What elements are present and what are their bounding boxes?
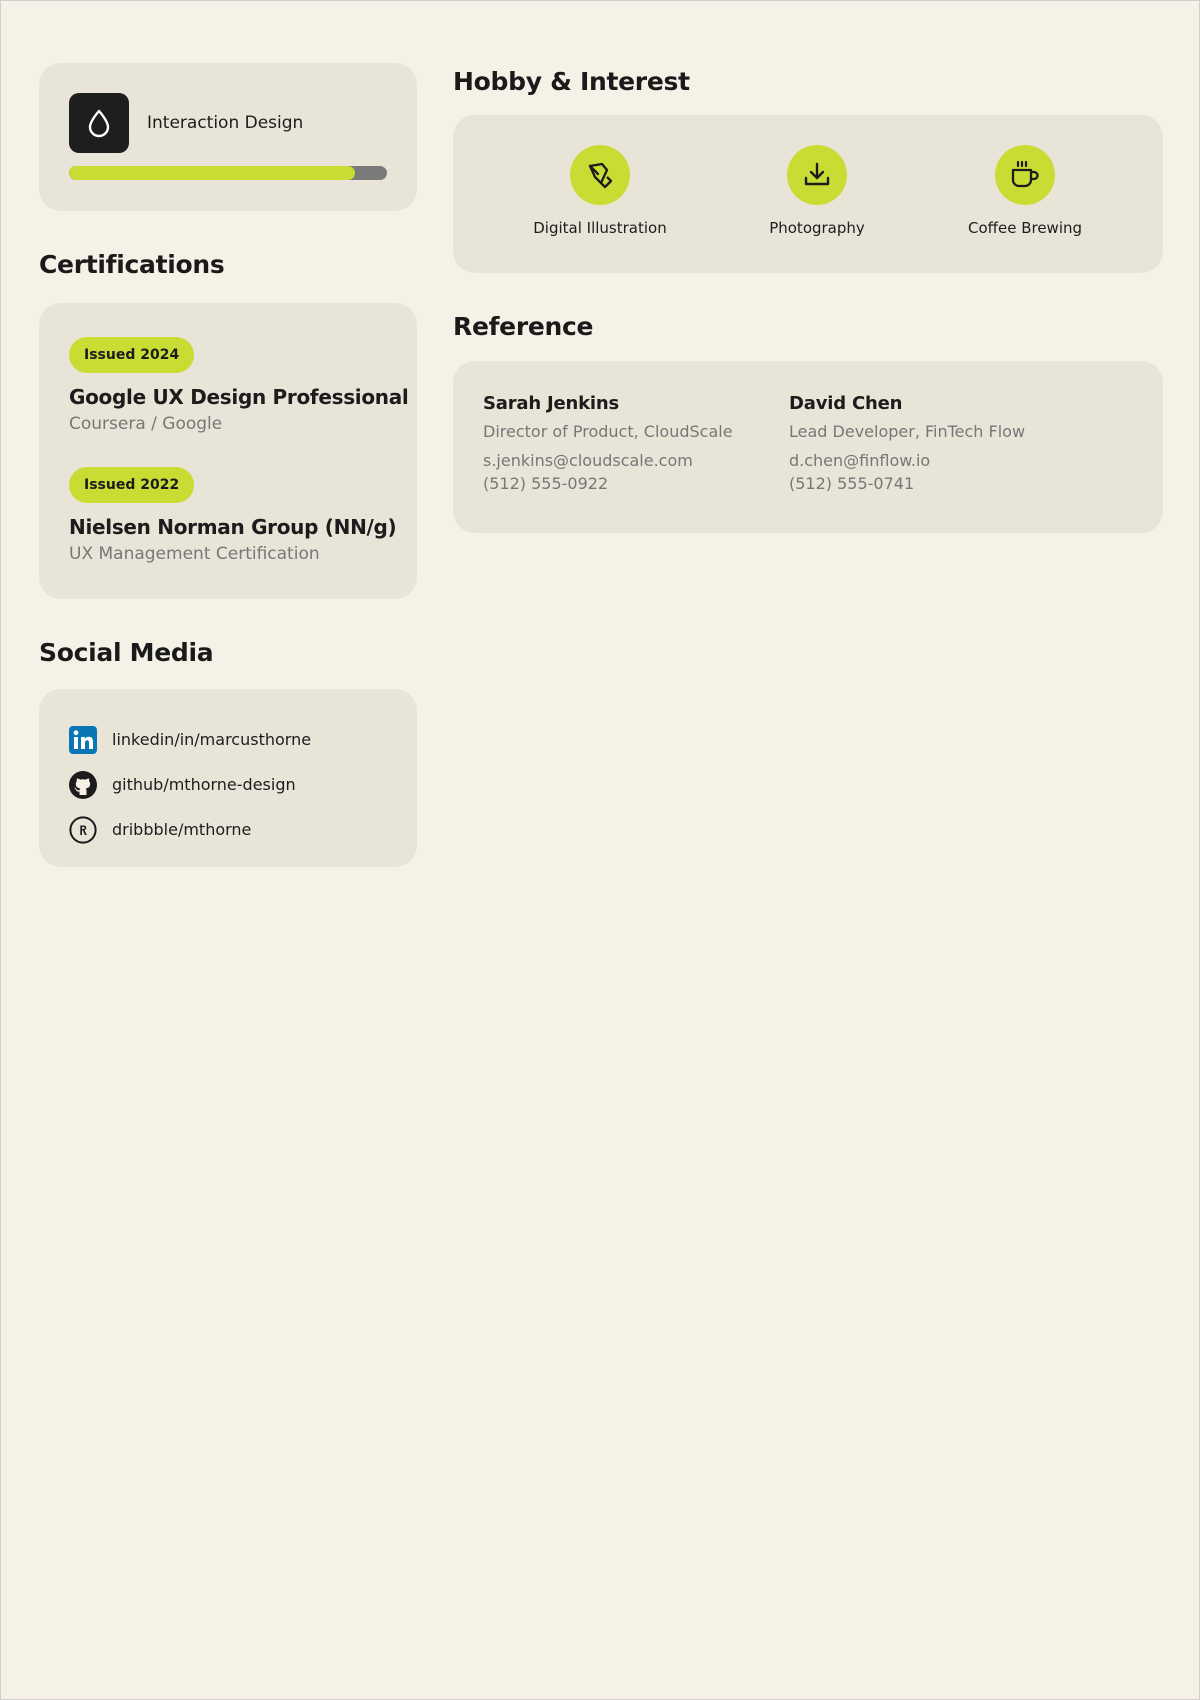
certifications-title: Certifications: [39, 250, 225, 279]
hobby-interest-title: Hobby & Interest: [453, 67, 690, 96]
issued-badge: Issued 2022: [69, 467, 194, 503]
reference-role: Director of Product, CloudScale: [483, 422, 733, 441]
skill-label: Interaction Design: [147, 113, 304, 133]
reference-card: [453, 361, 1163, 533]
social-link-label[interactable]: linkedin/in/marcusthorne: [112, 730, 312, 749]
reference-title: Reference: [453, 312, 594, 341]
skill-card: [39, 63, 417, 211]
hobby-item: [717, 145, 917, 237]
reference-phone: (512) 555-0741: [789, 474, 915, 493]
linkedin-icon: [69, 726, 97, 754]
certifications-card: [39, 303, 417, 599]
skill-progress-bar: [69, 166, 387, 180]
social-link-dribbble[interactable]: [69, 807, 387, 852]
certification-item: [69, 467, 397, 597]
droplet-icon: [69, 93, 129, 153]
reference-email[interactable]: d.chen@finflow.io: [789, 451, 931, 470]
dribbble-icon: [69, 816, 97, 844]
certification-issuer: Coursera / Google: [69, 414, 223, 434]
social-media-card: [39, 689, 417, 867]
certification-issuer: UX Management Certification: [69, 544, 320, 564]
social-link-label[interactable]: github/mthorne-design: [112, 775, 296, 794]
coffee-cup-icon: [995, 145, 1055, 205]
social-link-github[interactable]: [69, 762, 387, 807]
hobby-item: [500, 145, 700, 237]
hobby-item: [925, 145, 1125, 237]
reference-name: Sarah Jenkins: [483, 393, 620, 414]
reference-item: [789, 393, 1089, 493]
right-column: [453, 63, 1163, 533]
reference-name: David Chen: [789, 393, 903, 414]
hobby-label: Photography: [769, 219, 865, 237]
reference-phone: (512) 555-0922: [483, 474, 609, 493]
issued-badge: Issued 2024: [69, 337, 194, 373]
download-icon: [787, 145, 847, 205]
left-column: [39, 63, 417, 867]
github-icon: [69, 771, 97, 799]
skill-header: [69, 93, 387, 153]
reference-role: Lead Developer, FinTech Flow: [789, 422, 1026, 441]
certification-item: [69, 337, 409, 467]
social-link-label[interactable]: dribbble/mthorne: [112, 820, 252, 839]
social-link-linkedin[interactable]: [69, 717, 387, 762]
reference-email[interactable]: s.jenkins@cloudscale.com: [483, 451, 693, 470]
hobby-card: [453, 115, 1163, 273]
hobby-label: Coffee Brewing: [967, 219, 1083, 237]
skill-progress-fill: [69, 166, 355, 180]
reference-item: [483, 393, 783, 493]
pen-tool-icon: [570, 145, 630, 205]
certification-name: Nielsen Norman Group (NN/g): [69, 515, 397, 539]
social-media-title: Social Media: [39, 638, 214, 667]
certification-name: Google UX Design Professional: [69, 385, 409, 409]
hobby-label: Digital Illustration: [533, 219, 667, 237]
